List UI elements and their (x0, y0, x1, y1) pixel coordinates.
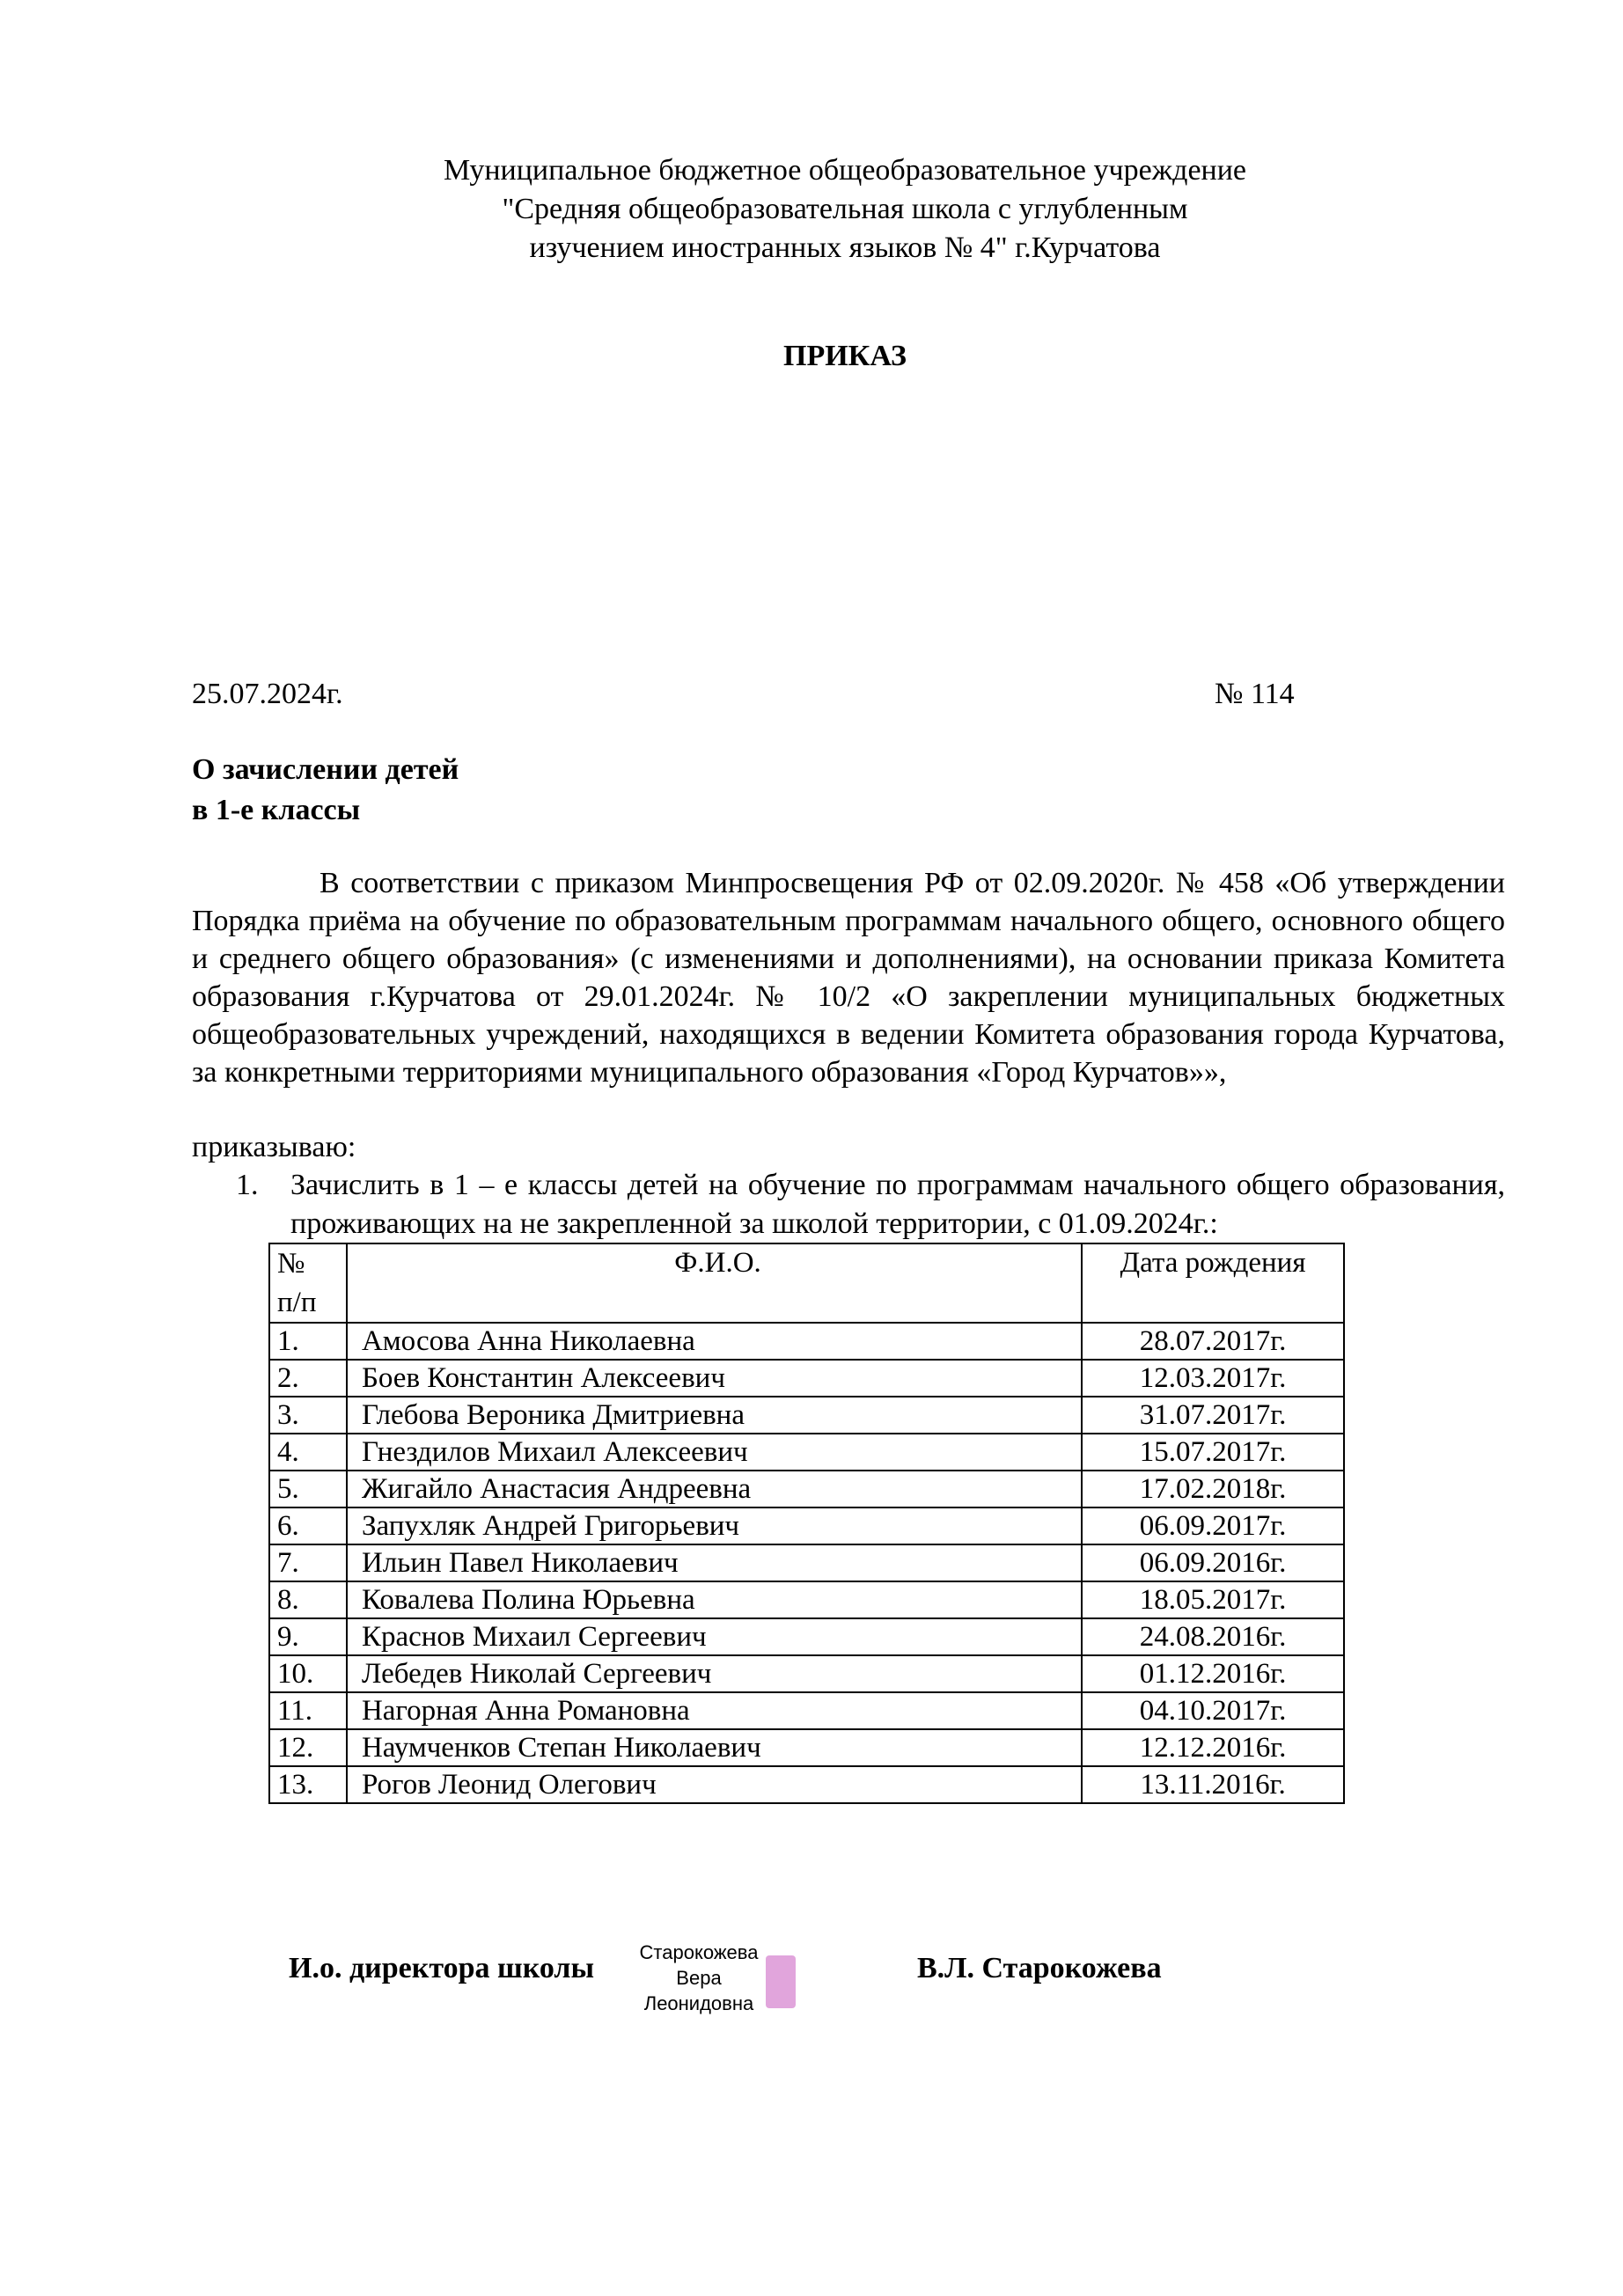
header-birth-date: Дата рождения (1082, 1243, 1344, 1323)
birth-date: 01.12.2016г. (1082, 1655, 1344, 1692)
pupil-name: Гнездилов Михаил Алексеевич (347, 1434, 1082, 1471)
table-row (269, 1581, 1344, 1618)
pupil-name: Жигайло Анастасия Андреевна (347, 1471, 1082, 1507)
row-number: 9. (269, 1618, 347, 1655)
row-number: 7. (269, 1544, 347, 1581)
table-row (269, 1544, 1344, 1581)
pupils-table (268, 1243, 1345, 1804)
preamble-paragraph (192, 864, 1505, 1091)
order-list-item (236, 1166, 1505, 1243)
pupil-name: Ильин Павел Николаевич (347, 1544, 1082, 1581)
header-line-1: Муниципальное бюджетное общеобразовательное учреждение (443, 154, 1247, 187)
birth-date: 18.05.2017г. (1082, 1581, 1344, 1618)
list-item-number: 1. (236, 1169, 259, 1201)
table-row (269, 1766, 1344, 1803)
e-signature-stamp (766, 1940, 907, 2024)
order-subject (192, 750, 459, 831)
row-number: 12. (269, 1729, 347, 1766)
table-header-row (269, 1243, 1344, 1323)
signature-mark-icon (766, 1955, 796, 2008)
row-number: 8. (269, 1581, 347, 1618)
order-number: № 114 (1215, 678, 1295, 710)
birth-date: 24.08.2016г. (1082, 1618, 1344, 1655)
birth-date: 17.02.2018г. (1082, 1471, 1344, 1507)
row-number: 1. (269, 1323, 347, 1360)
subject-line-1: О зачислении детей (192, 753, 459, 786)
pupil-name: Боев Константин Алексеевич (347, 1360, 1082, 1397)
table-row (269, 1323, 1344, 1360)
table-row (269, 1729, 1344, 1766)
pupil-name: Амосова Анна Николаевна (347, 1323, 1082, 1360)
birth-date: 31.07.2017г. (1082, 1397, 1344, 1434)
table-row (269, 1397, 1344, 1434)
pupil-name: Ковалева Полина Юрьевна (347, 1581, 1082, 1618)
table-row (269, 1471, 1344, 1507)
row-number: 4. (269, 1434, 347, 1471)
preamble-text: В соответствии с приказом Минпросвещения РФ от 02.09.2020г. № 458 «Об утверждении Порядка приёма на обучение по образовательным программам начального общего, основного общего и среднего общего образования» (с изменениями и дополнениями), на основании приказа Комитета образования г.Курчатова от 29.01.2024г. № 10/2 «О закреплении муниципальных бюджетных общеобразовательных учреждений, находящихся в ведении Комитета образования города Курчатова, за конкретными территориями муниципального образования «Город Курчатов»», (192, 867, 1505, 1089)
birth-date: 28.07.2017г. (1082, 1323, 1344, 1360)
table-row (269, 1655, 1344, 1692)
e-signature-name: Старокожева Вера Леонидовна (639, 1941, 759, 2014)
signature-block (0, 1936, 1623, 2042)
list-item-text: Зачислить в 1 – е классы детей на обучение по программам начального общего образования, проживающих на не закрепленной за школой территории, с 01.09.2024г.: (290, 1169, 1505, 1240)
table-row (269, 1507, 1344, 1544)
organization-header (0, 151, 1623, 268)
row-number: 5. (269, 1471, 347, 1507)
pupil-name: Рогов Леонид Олегович (347, 1766, 1082, 1803)
document-title: ПРИКАЗ (783, 340, 907, 372)
birth-date: 15.07.2017г. (1082, 1434, 1344, 1471)
signer-initials: В.Л. Старокожева (917, 1952, 1162, 1984)
birth-date: 06.09.2017г. (1082, 1507, 1344, 1544)
table-row (269, 1360, 1344, 1397)
pupil-name: Запухляк Андрей Григорьевич (347, 1507, 1082, 1544)
row-number: 3. (269, 1397, 347, 1434)
order-date: 25.07.2024г. (192, 678, 343, 710)
table-row (269, 1692, 1344, 1729)
header-name: Ф.И.О. (347, 1243, 1082, 1323)
birth-date: 06.09.2016г. (1082, 1544, 1344, 1581)
table-row (269, 1434, 1344, 1471)
header-number: № п/п (269, 1243, 347, 1323)
pupil-name: Глебова Вероника Дмитриевна (347, 1397, 1082, 1434)
order-word: приказываю: (192, 1131, 356, 1163)
pupil-name: Наумченков Степан Николаевич (347, 1729, 1082, 1766)
table-row (269, 1618, 1344, 1655)
table-body (269, 1323, 1344, 1803)
pupil-name: Лебедев Николай Сергеевич (347, 1655, 1082, 1692)
birth-date: 12.12.2016г. (1082, 1729, 1344, 1766)
signer-position: И.о. директора школы (289, 1952, 595, 1984)
birth-date: 12.03.2017г. (1082, 1360, 1344, 1397)
subject-line-2: в 1-е классы (192, 794, 361, 826)
birth-date: 04.10.2017г. (1082, 1692, 1344, 1729)
header-line-2: "Средняя общеобразовательная школа с углубленным (502, 193, 1188, 225)
birth-date: 13.11.2016г. (1082, 1766, 1344, 1803)
row-number: 13. (269, 1766, 347, 1803)
pupil-name: Нагорная Анна Романовна (347, 1692, 1082, 1729)
row-number: 10. (269, 1655, 347, 1692)
row-number: 2. (269, 1360, 347, 1397)
row-number: 6. (269, 1507, 347, 1544)
header-line-3: изучением иностранных языков № 4" г.Курчатова (529, 231, 1161, 264)
pupil-name: Краснов Михаил Сергеевич (347, 1618, 1082, 1655)
row-number: 11. (269, 1692, 347, 1729)
